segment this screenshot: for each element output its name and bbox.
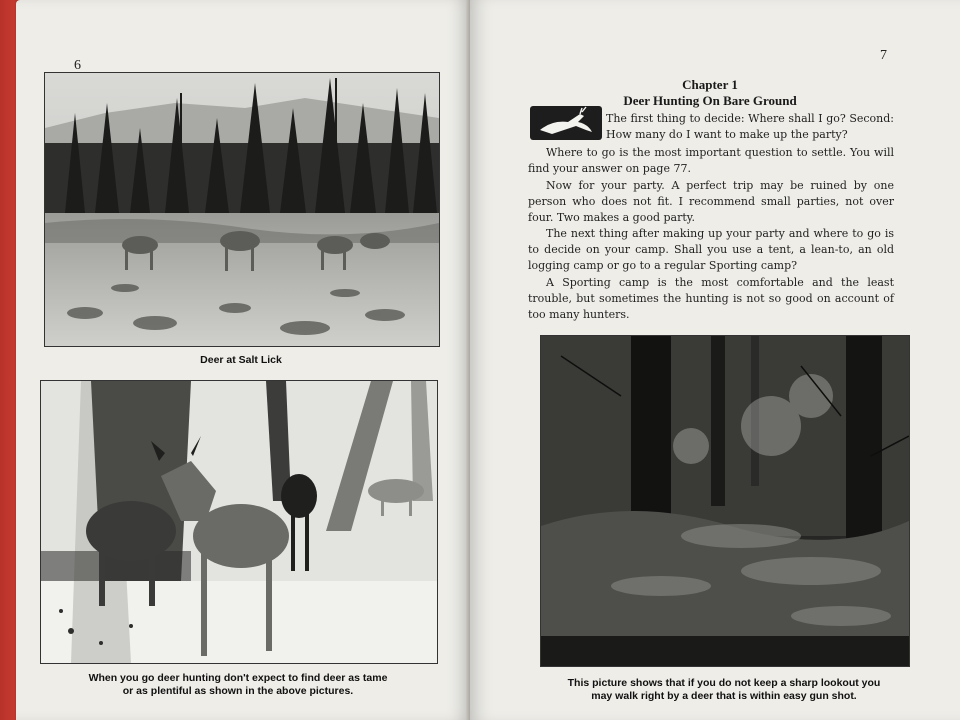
paragraph-4: The next thing after making up your party and where to go is to decide on your camp. Shall you use a tent, a lean-to, an old logging camp or go to a regular Sporting camp?: [528, 227, 894, 272]
leaping-deer-icon-image: [530, 106, 602, 140]
right-page-number: 7: [880, 48, 887, 63]
chapter-label: Chapter 1: [682, 77, 738, 92]
caption-sharp-lookout-line2: may walk right by a deer that is within easy gun shot.: [591, 690, 857, 702]
paragraph-1: The first thing to decide: Where shall I go? Second: How many do I want to make up the party?: [606, 112, 894, 141]
caption-deer-hunting-line1: When you go deer hunting don't expect to find deer as tame: [88, 672, 388, 684]
dark-forest-photo-image: [541, 336, 909, 666]
leaping-deer-icon: [530, 106, 602, 140]
caption-deer-hunting-line2: or as plentiful as shown in the above pictures.: [122, 685, 354, 697]
caption-deer-hunting: [40, 672, 436, 698]
chapter-title: Deer Hunting On Bare Ground: [623, 93, 797, 108]
photo-deer-snow: [40, 380, 438, 664]
caption-salt-lick: Deer at Salt Lick: [200, 354, 282, 366]
paragraph-5: A Sporting camp is the most comfortable and the least trouble, but sometimes the hunting is not so good on account of too many hunters.: [528, 276, 894, 321]
salt-lick-photo-image: [45, 73, 439, 346]
caption-sharp-lookout: [540, 677, 908, 703]
caption-sharp-lookout-line1: This picture shows that if you do not keep a sharp lookout you: [567, 677, 881, 689]
photo-deer-salt-lick: [44, 72, 440, 347]
photo-dark-forest: [540, 335, 910, 667]
paragraph-3: Now for your party. A perfect trip may be ruined by one person who does not fit. I recommend small parties, not over four. Two makes a good party.: [528, 179, 894, 224]
left-page-number: 6: [74, 58, 81, 73]
paragraph-2: Where to go is the most important question to settle. You will find your answer on page 77.: [528, 146, 894, 175]
snow-deer-photo-image: [41, 381, 437, 663]
